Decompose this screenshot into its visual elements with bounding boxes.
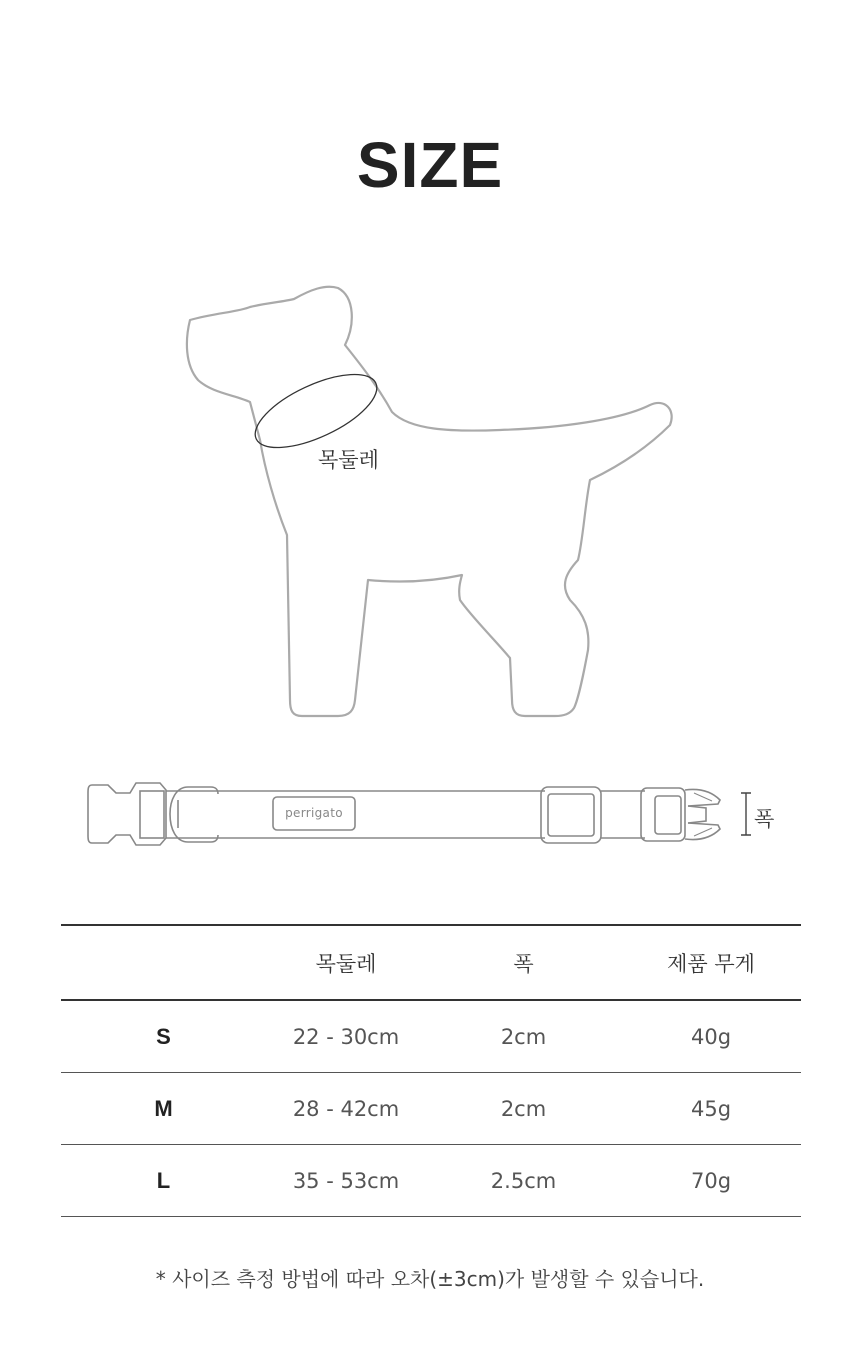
header-weight: 제품 무게	[621, 925, 801, 1000]
page-title: SIZE	[356, 129, 504, 201]
dog-outline	[187, 287, 672, 716]
width-value: 2.5cm	[426, 1145, 621, 1217]
weight-value: 45g	[621, 1073, 801, 1145]
collar-drawing	[88, 783, 751, 845]
size-name: M	[61, 1073, 266, 1145]
weight-value: 40g	[621, 1000, 801, 1073]
width-value: 2cm	[426, 1073, 621, 1145]
neck-value: 28 - 42cm	[266, 1073, 426, 1145]
neck-circumference-label: 목둘레	[318, 448, 379, 472]
header-neck: 목둘레	[266, 925, 426, 1000]
width-value: 2cm	[426, 1000, 621, 1073]
size-name: S	[61, 1000, 266, 1073]
neck-value: 22 - 30cm	[266, 1000, 426, 1073]
header-width: 폭	[426, 925, 621, 1000]
width-label: 폭	[754, 807, 775, 831]
table-header-row	[61, 925, 801, 1000]
measurement-note: * 사이즈 측정 방법에 따라 오차(±3cm)가 발생할 수 있습니다.	[155, 1267, 705, 1291]
table-row	[61, 1073, 801, 1145]
size-table	[61, 924, 801, 1217]
header-size	[61, 925, 266, 1000]
size-name: L	[61, 1145, 266, 1217]
table-row	[61, 1145, 801, 1217]
table-row	[61, 1000, 801, 1073]
neck-value: 35 - 53cm	[266, 1145, 426, 1217]
weight-value: 70g	[621, 1145, 801, 1217]
brand-tag-label: perrigato	[285, 806, 343, 820]
